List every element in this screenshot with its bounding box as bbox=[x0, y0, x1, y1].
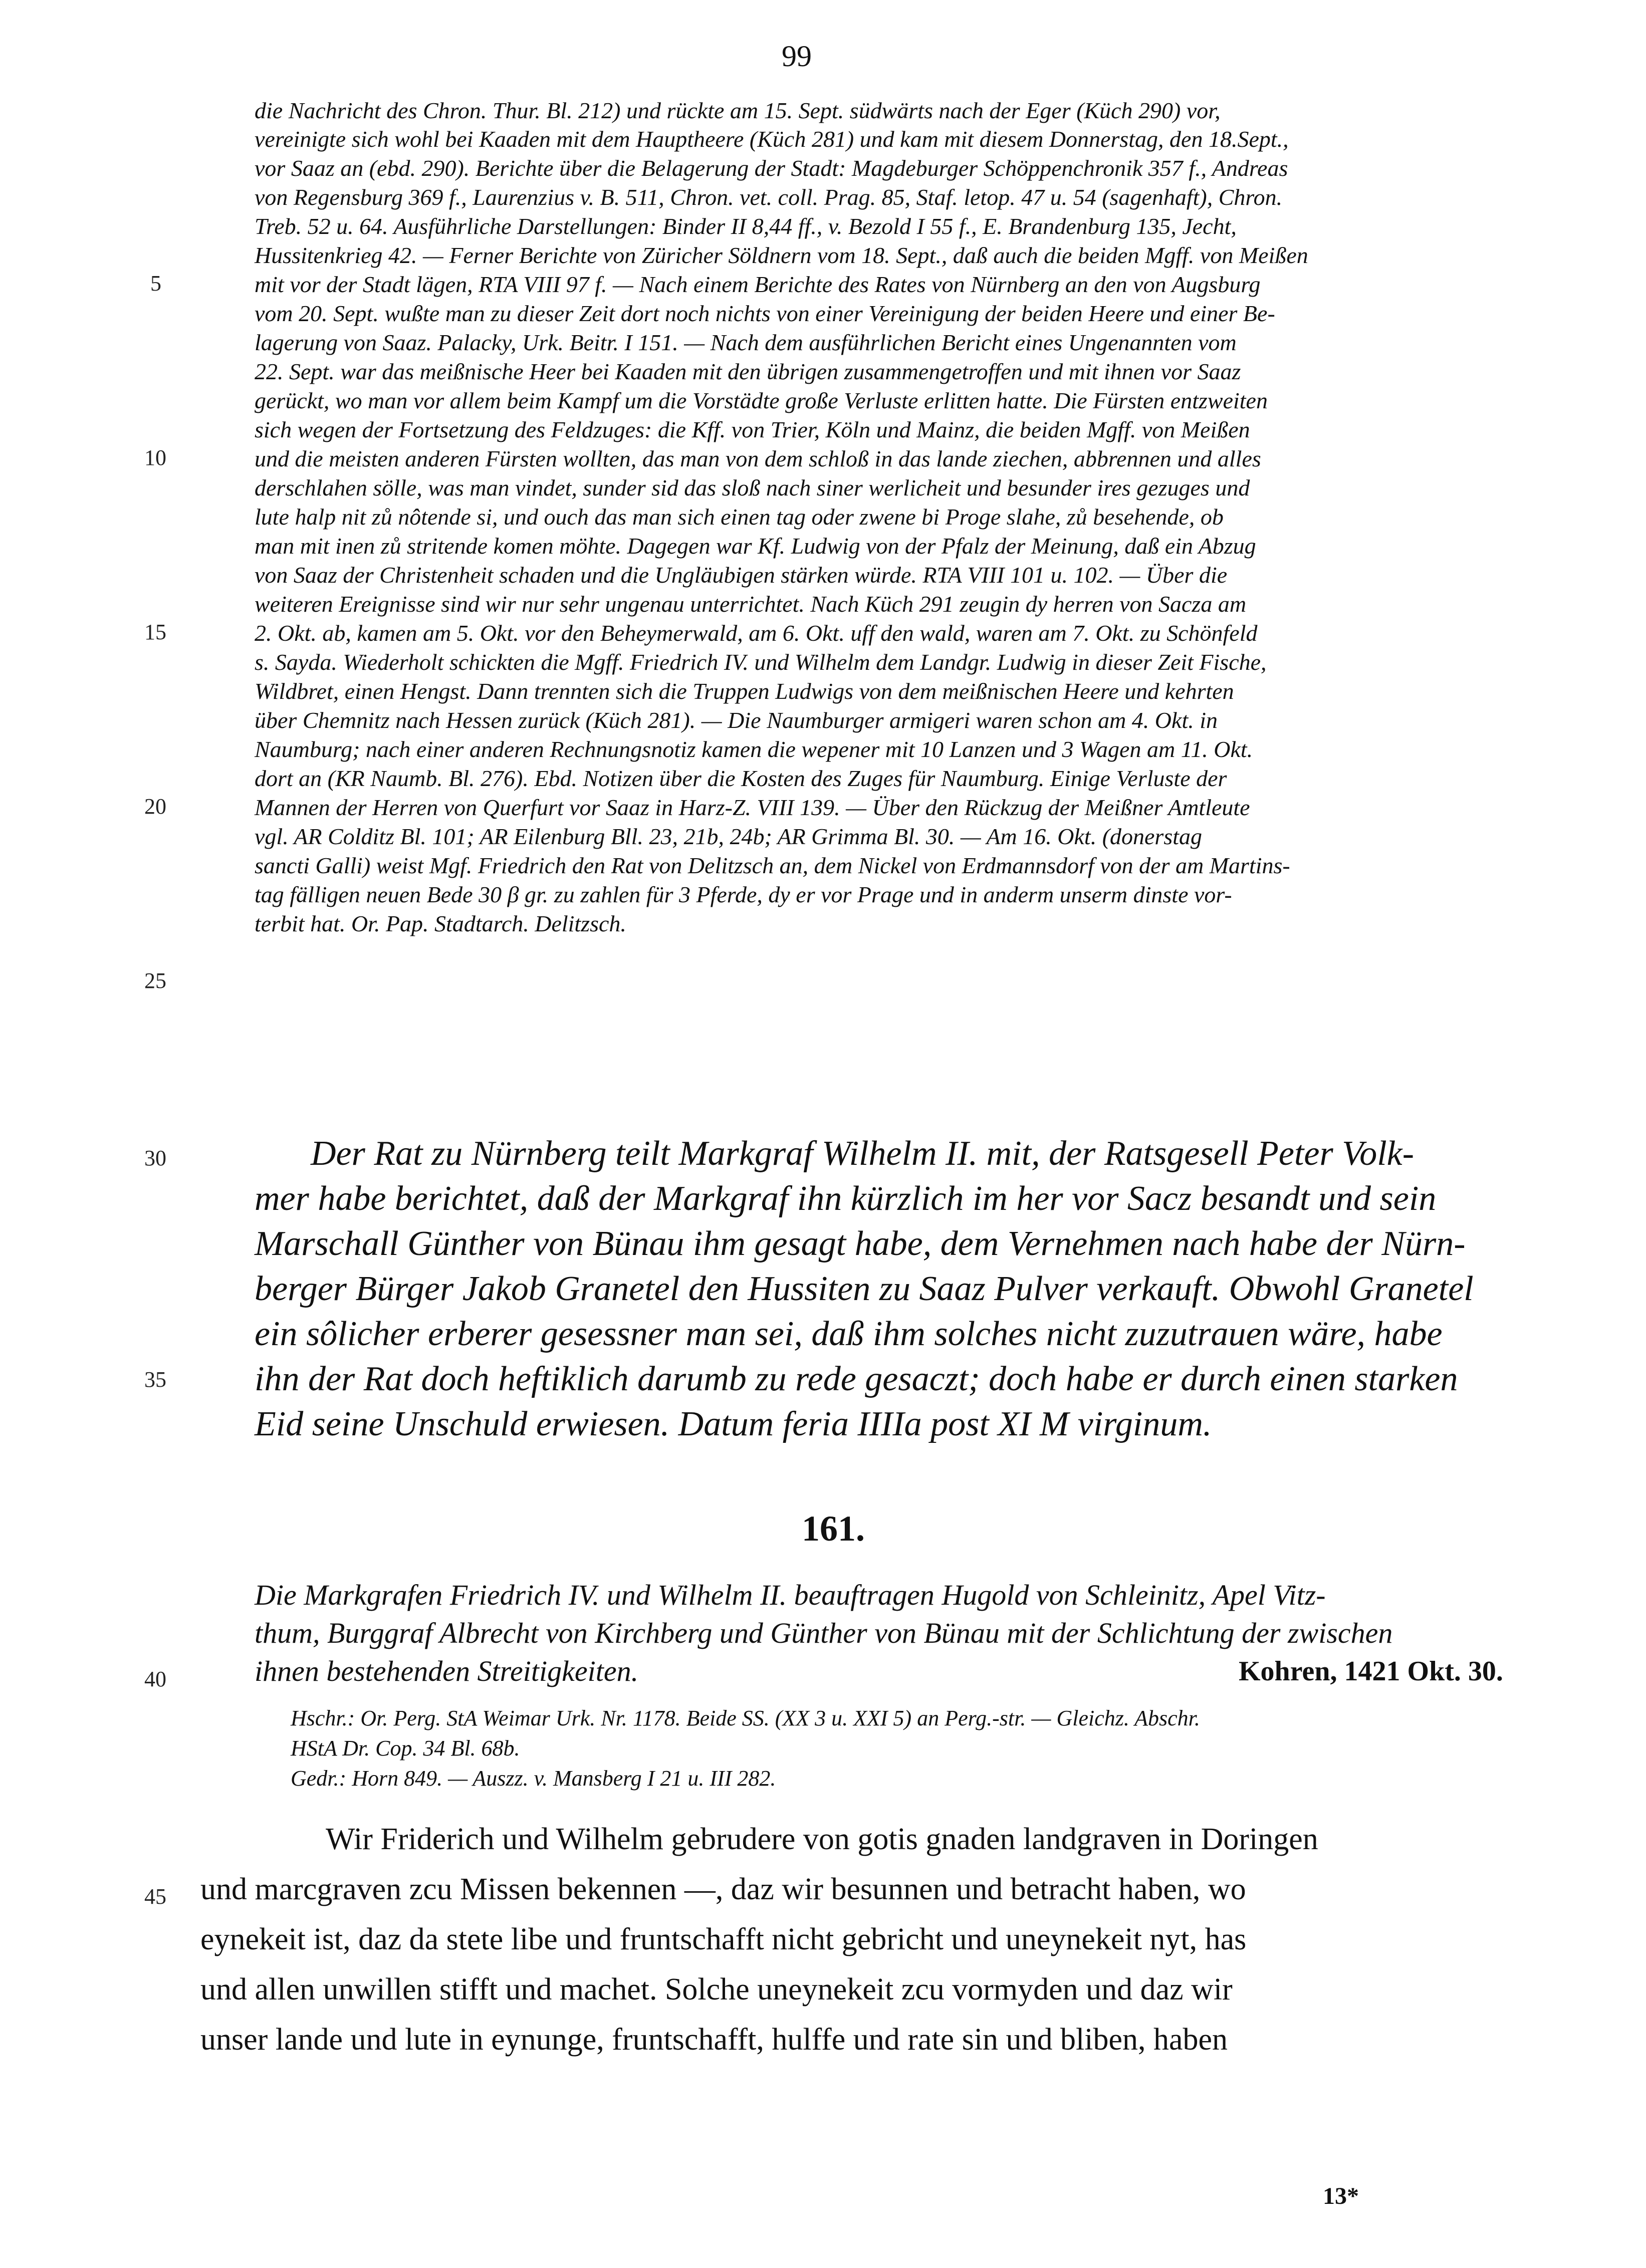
line-number-10: 10 bbox=[144, 445, 166, 470]
footnote-line: über Chemnitz nach Hessen zurück (Küch 281). — Die Naumburger armigeri waren schon am 4. Okt. in bbox=[255, 707, 1218, 733]
footnote-line: vor Saaz an (ebd. 290). Berichte über die Belagerung der Stadt: Magdeburger Schöppenchronik 357 f., Andreas bbox=[255, 155, 1288, 181]
footnote-line: weiteren Ereignisse sind wir nur sehr ungenau unterrichtet. Nach Küch 291 zeugin dy herren von Sacza am bbox=[255, 591, 1247, 617]
document-text-line: unser lande und lute in eynunge, fruntschafft, hulffe und rate sin und bliben, haben bbox=[200, 2023, 1228, 2057]
document-number: 161. bbox=[802, 1508, 865, 1549]
source-line: Gedr.: Horn 849. — Auszz. v. Mansberg I 21 u. III 282. bbox=[291, 1766, 776, 1791]
footnote-line: Hussitenkrieg 42. — Ferner Berichte von Züricher Söldnern vom 18. Sept., daß auch die beiden Mgff. von Meißen bbox=[255, 242, 1308, 268]
footnote-line: lagerung von Saaz. Palacky, Urk. Beitr. I 151. — Nach dem ausführlichen Bericht eines Ungenannten vom bbox=[255, 330, 1237, 355]
footnote-line: und die meisten anderen Fürsten wollten, das man von dem schloß in das lande ziechen, abbrennen und alles bbox=[255, 446, 1261, 471]
source-line: HStA Dr. Cop. 34 Bl. 68b. bbox=[291, 1736, 520, 1760]
line-number-25: 25 bbox=[144, 968, 166, 993]
signature-mark: 13* bbox=[1323, 2183, 1359, 2209]
place-date: Kohren, 1421 Okt. 30. bbox=[1239, 1656, 1503, 1687]
footnote-line: von Saaz der Christenheit schaden und die Ungläubigen stärken würde. RTA VIII 101 u. 102. — Über die bbox=[255, 562, 1228, 588]
regest-line: ihnen bestehenden Streitigkeiten. bbox=[255, 1655, 639, 1687]
footnote-line: lute halp nit zů nôtende si, und ouch das man sich einen tag oder zwene bi Proge slahe, zů besehende, ob bbox=[255, 504, 1224, 530]
line-number-30: 30 bbox=[144, 1146, 166, 1170]
line-number-20: 20 bbox=[144, 794, 166, 819]
main-text-line: Eid seine Unschuld erwiesen. Datum feria IIIIa post XI M virginum. bbox=[255, 1405, 1212, 1443]
line-number-15: 15 bbox=[144, 620, 166, 644]
footnote-line: von Regensburg 369 f., Laurenzius v. B. 511, Chron. vet. coll. Prag. 85, Staf. letop. 47 u. 54 (sagenhaft), Chron. bbox=[255, 184, 1283, 210]
main-text-line: ein sôlicher erberer gesessner man sei, daß ihm solches nicht zuzutrauen wäre, habe bbox=[255, 1315, 1443, 1353]
footnote-line: Treb. 52 u. 64. Ausführliche Darstellungen: Binder II 8,44 ff., v. Bezold I 55 f., E. Brandenburg 135, Jecht, bbox=[255, 213, 1237, 239]
footnote-line: derschlahen sölle, was man vindet, sunder sid das sloß nach siner werlicheit und besunder ires gezuges und bbox=[255, 475, 1250, 500]
footnote-line: mit vor der Stadt lägen, RTA VIII 97 f. — Nach einem Berichte des Rates von Nürnberg an den von Augsburg bbox=[255, 272, 1261, 297]
main-text-line: berger Bürger Jakob Granetel den Hussiten zu Saaz Pulver verkauft. Obwohl Granetel bbox=[255, 1270, 1474, 1308]
footnote-line: s. Sayda. Wiederholt schickten die Mgff. Friedrich IV. und Wilhelm dem Landgr. Ludwig in dieser Zeit Fische, bbox=[255, 649, 1267, 675]
footnote-line: Mannen der Herren von Querfurt vor Saaz in Harz-Z. VIII 139. — Über den Rückzug der Meißner Amtleute bbox=[255, 795, 1250, 820]
footnote-line: sancti Galli) weist Mgf. Friedrich den Rat von Delitzsch an, dem Nickel von Erdmannsdorf von der am Martins- bbox=[255, 853, 1290, 878]
line-number-5: 5 bbox=[150, 271, 161, 296]
footnote-line: 22. Sept. war das meißnische Heer bei Kaaden mit den übrigen zusammengetroffen und mit ihnen vor Saaz bbox=[255, 359, 1241, 384]
footnote-line: Wildbret, einen Hengst. Dann trennten sich die Truppen Ludwigs von dem meißnischen Heere und kehrten bbox=[255, 678, 1234, 704]
footnote-line: gerückt, wo man vor allem beim Kampf um die Vorstädte große Verluste erlitten hatte. Die Fürsten entzweiten bbox=[255, 388, 1268, 413]
main-text-line: Marschall Günther von Bünau ihm gesagt habe, dem Vernehmen nach habe der Nürn- bbox=[255, 1224, 1466, 1263]
footnote-line: terbit hat. Or. Pap. Stadtarch. Delitzsch. bbox=[255, 911, 626, 936]
line-number-45: 45 bbox=[144, 1884, 166, 1909]
footnote-line: dort an (KR Naumb. Bl. 276). Ebd. Notizen über die Kosten des Zuges für Naumburg. Einige Verluste der bbox=[255, 766, 1227, 791]
document-text-line: und allen unwillen stifft und machet. Solche uneynekeit zcu vormyden und daz wir bbox=[200, 1972, 1233, 2006]
regest-line: Die Markgrafen Friedrich IV. und Wilhelm II. beauftragen Hugold von Schleinitz, Apel Vitz- bbox=[255, 1579, 1326, 1611]
footnote-line: vom 20. Sept. wußte man zu dieser Zeit dort noch nichts von einer Vereinigung der beiden Heere und einer Be- bbox=[255, 301, 1275, 326]
footnote-line: vereinigte sich wohl bei Kaaden mit dem Hauptheere (Küch 281) und kam mit diesem Donnerstag, den 18.Sept., bbox=[255, 126, 1289, 152]
line-number-35: 35 bbox=[144, 1367, 166, 1392]
document-text-line: Wir Friderich und Wilhelm gebrudere von gotis gnaden landgraven in Doringen bbox=[326, 1822, 1318, 1856]
main-text-line: mer habe berichtet, daß der Markgraf ihn kürzlich im her vor Sacz besandt und sein bbox=[255, 1179, 1437, 1218]
main-text-line: Der Rat zu Nürnberg teilt Markgraf Wilhelm II. mit, der Ratsgesell Peter Volk- bbox=[311, 1134, 1415, 1173]
document-text-line: und marcgraven zcu Missen bekennen —, daz wir besunnen und betracht haben, wo bbox=[200, 1872, 1246, 1906]
footnote-line: vgl. AR Colditz Bl. 101; AR Eilenburg Bll. 23, 21b, 24b; AR Grimma Bl. 30. — Am 16. Okt. (donerstag bbox=[255, 824, 1203, 849]
footnote-line: Naumburg; nach einer anderen Rechnungsnotiz kamen die wepener mit 10 Lanzen und 3 Wagen am 11. Okt. bbox=[255, 736, 1253, 762]
document-text-line: eynekeit ist, daz da stete libe und fruntschafft nicht gebricht und uneynekeit nyt, has bbox=[200, 1922, 1247, 1956]
line-number-40: 40 bbox=[144, 1667, 166, 1691]
footnote-line: tag fälligen neuen Bede 30 β gr. zu zahlen für 3 Pferde, dy er vor Prage und in anderm unserm dinste vor- bbox=[255, 882, 1232, 907]
footnote-line: sich wegen der Fortsetzung des Feldzuges: die Kff. von Trier, Köln und Mainz, die beiden Mgff. von Meißen bbox=[255, 417, 1250, 442]
footnote-line: man mit inen zů stritende komen möhte. Dagegen war Kf. Ludwig von der Pfalz der Meinung, daß ein Abzug bbox=[255, 533, 1256, 559]
source-line: Hschr.: Or. Perg. StA Weimar Urk. Nr. 1178. Beide SS. (XX 3 u. XXI 5) an Perg.-str. — Gleichz. Abschr. bbox=[291, 1706, 1200, 1730]
page-number: 99 bbox=[782, 40, 812, 73]
footnote-line: die Nachricht des Chron. Thur. Bl. 212) und rückte am 15. Sept. südwärts nach der Eger (Küch 290) vor, bbox=[255, 98, 1221, 123]
footnote-line: 2. Okt. ab, kamen am 5. Okt. vor den Beheymerwald, am 6. Okt. uff den wald, waren am 7. Okt. zu Schönfeld bbox=[255, 620, 1258, 646]
regest-line: thum, Burggraf Albrecht von Kirchberg und Günther von Bünau mit der Schlichtung der zwischen bbox=[255, 1617, 1393, 1649]
main-text-line: ihn der Rat doch heftiklich darumb zu rede gesaczt; doch habe er durch einen starken bbox=[255, 1360, 1458, 1398]
